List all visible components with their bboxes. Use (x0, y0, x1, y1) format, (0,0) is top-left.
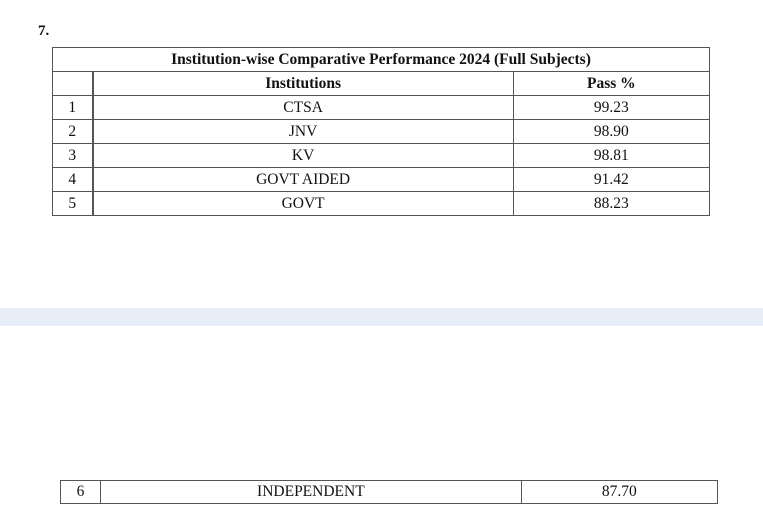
header-institution: Institutions (93, 72, 514, 96)
row-institution: CTSA (93, 96, 514, 120)
row-num: 1 (53, 96, 93, 120)
table-row (53, 96, 710, 120)
row-num: 2 (53, 120, 93, 144)
row-num: 5 (53, 192, 93, 216)
row-institution: JNV (93, 120, 514, 144)
row-pass: 91.42 (513, 168, 709, 192)
table-row (53, 144, 710, 168)
row-num: 3 (53, 144, 93, 168)
table-row (53, 192, 710, 216)
header-num (53, 72, 93, 96)
continuation-table (60, 480, 718, 504)
header-pass: Pass % (513, 72, 709, 96)
row-institution: GOVT AIDED (93, 168, 514, 192)
row-institution: KV (93, 144, 514, 168)
row-num: 6 (61, 481, 101, 504)
row-pass: 98.90 (513, 120, 709, 144)
page-gap (0, 308, 763, 326)
row-pass: 88.23 (513, 192, 709, 216)
table-row (53, 168, 710, 192)
table-title: Institution-wise Comparative Performance 2024 (Full Subjects) (53, 48, 710, 72)
table-row (61, 481, 718, 504)
row-institution: INDEPENDENT (101, 481, 522, 504)
table-header-row (53, 72, 710, 96)
performance-table (52, 47, 710, 216)
table-row (53, 120, 710, 144)
row-pass: 98.81 (513, 144, 709, 168)
row-pass: 87.70 (521, 481, 717, 504)
section-number: 7. (38, 23, 50, 39)
row-num: 4 (53, 168, 93, 192)
table-title-row (53, 48, 710, 72)
row-pass: 99.23 (513, 96, 709, 120)
row-institution: GOVT (93, 192, 514, 216)
